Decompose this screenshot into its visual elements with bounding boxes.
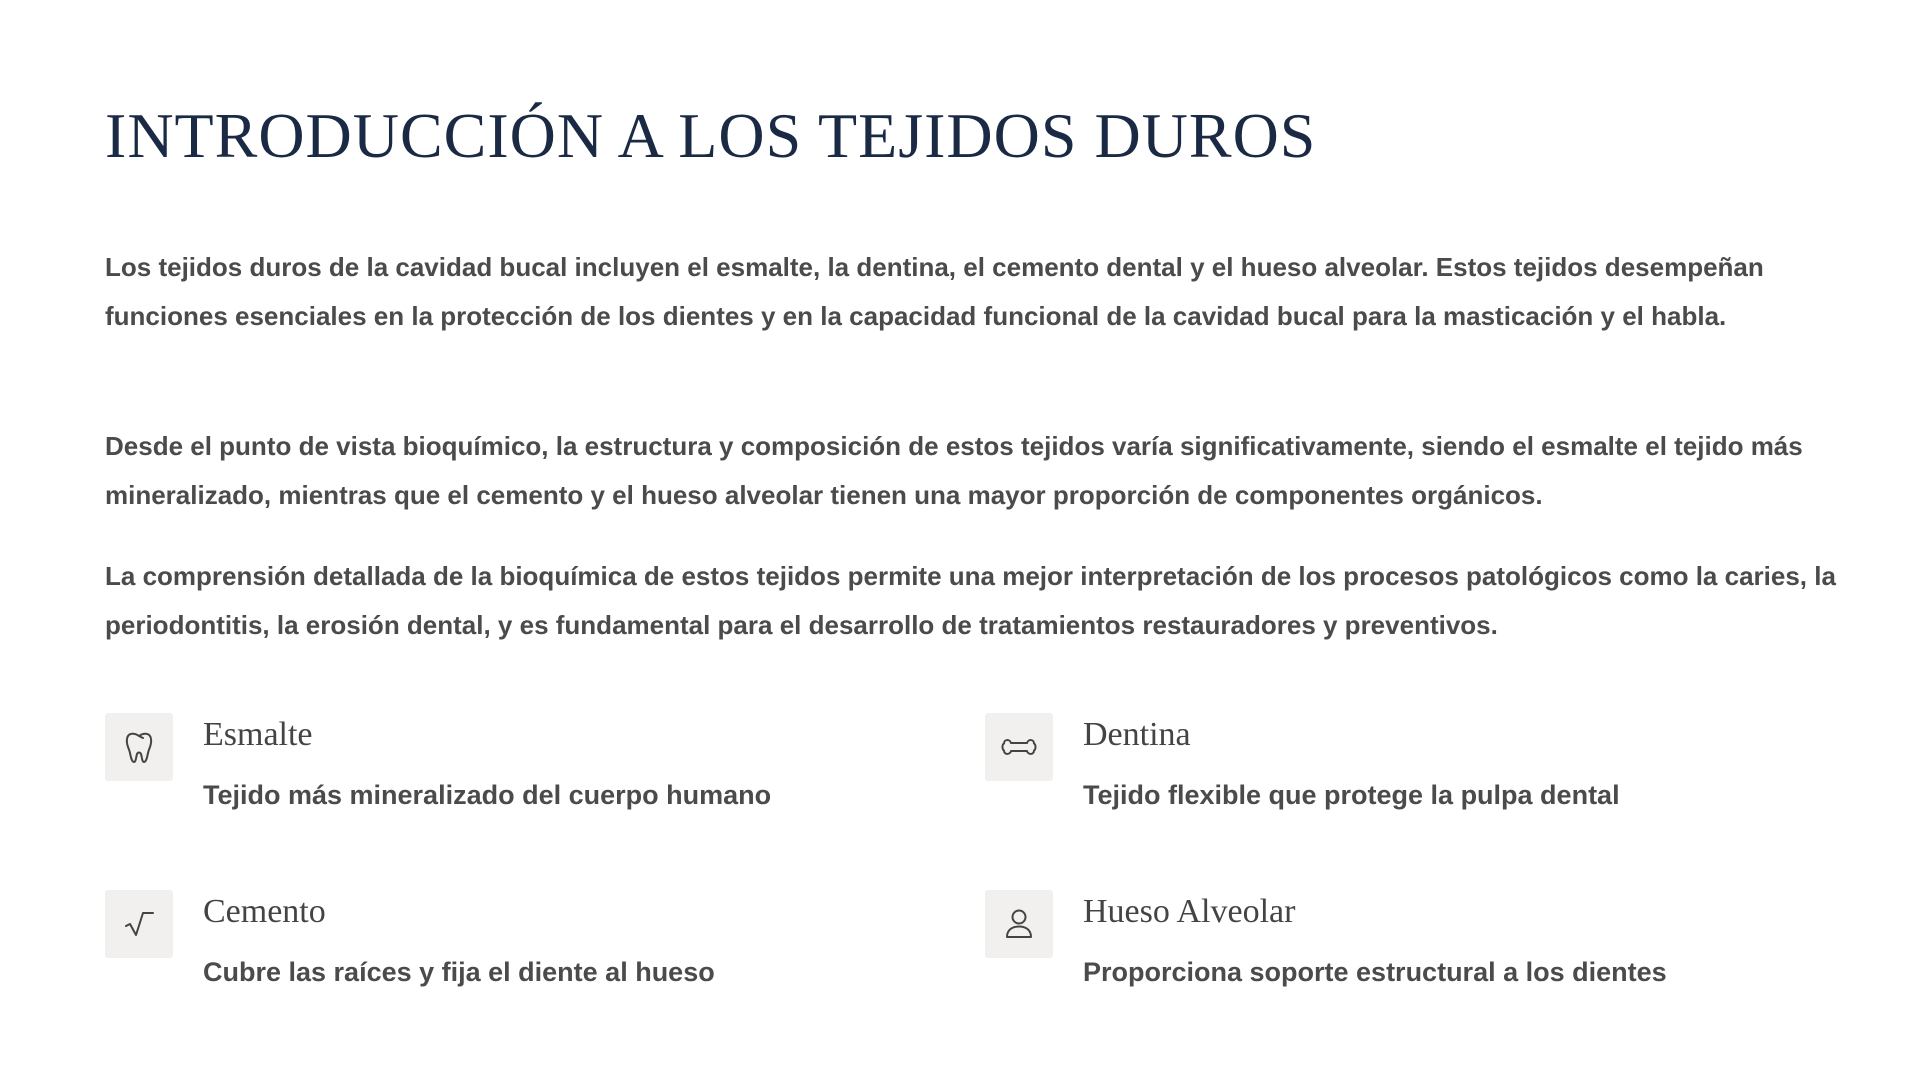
intro-paragraph-3: La comprensión detallada de la bioquímica de estos tejidos permite una mejor interpretación de los procesos patológicos como la caries, la periodontitis, la erosión dental, y es fundamental para el desarrollo de tratamientos restauradores y preventivos.	[105, 561, 1836, 640]
intro-paragraph-2: Desde el punto de vista bioquímico, la estructura y composición de estos tejidos varía significativamente, siendo el esmalte el tejido más mineralizado, mientras que el cemento y el hueso alveolar tienen una mayor proporción de componentes orgánicos.	[105, 431, 1803, 510]
feature-description: Tejido flexible que protege la pulpa dental	[1083, 780, 1620, 810]
bone-icon	[985, 713, 1053, 781]
feature-cemento	[105, 890, 905, 1020]
feature-description: Tejido más mineralizado del cuerpo humano	[203, 780, 772, 810]
intro-paragraph-1: Los tejidos duros de la cavidad bucal incluyen el esmalte, la dentina, el cemento dental y el hueso alveolar. Estos tejidos desempeñan funciones esenciales en la protección de los dientes y en la capacidad funcional de la cavidad bucal para la masticación y el habla.	[105, 252, 1764, 331]
feature-title: Hueso Alveolar	[1083, 893, 1296, 930]
tooth-icon	[105, 713, 173, 781]
person-icon	[985, 890, 1053, 958]
feature-description: Proporciona soporte estructural a los dientes	[1083, 957, 1667, 987]
feature-dentina	[985, 713, 1785, 843]
feature-title: Dentina	[1083, 716, 1191, 753]
feature-hueso-alveolar	[985, 890, 1785, 1020]
square-root-icon	[105, 890, 173, 958]
page-title: INTRODUCCIÓN A LOS TEJIDOS DUROS	[105, 100, 1317, 171]
feature-esmalte	[105, 713, 905, 843]
feature-title: Esmalte	[203, 716, 313, 753]
feature-description: Cubre las raíces y fija el diente al hueso	[203, 957, 715, 987]
feature-title: Cemento	[203, 893, 326, 930]
